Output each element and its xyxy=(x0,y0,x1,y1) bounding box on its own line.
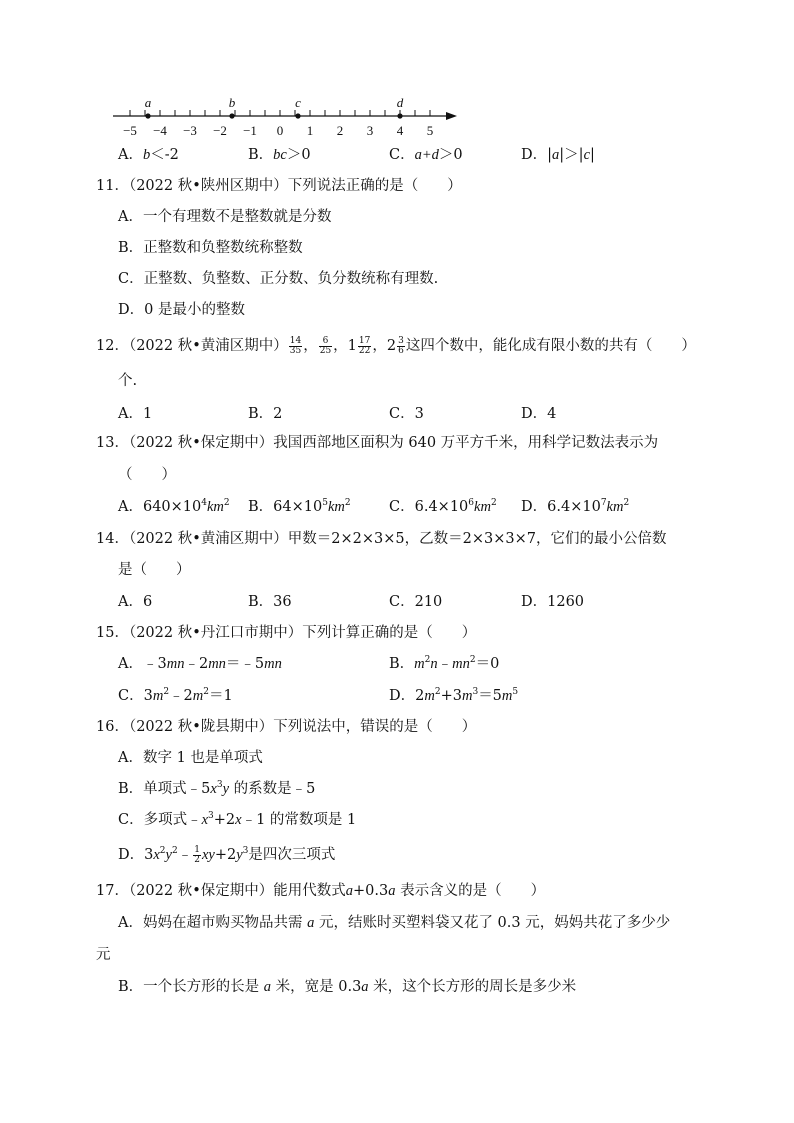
q10-option-a[interactable]: A．b＜-2 xyxy=(118,147,179,163)
q17-option-a[interactable]: A．妈妈在超市购买物品共需 a 元，结账时买塑料袋又花了 0.3 元，妈妈共花了多少少 xyxy=(118,915,671,931)
tick-label: 3 xyxy=(366,123,374,138)
q13-option-d[interactable]: D．$6.4\times 10^7km^2$ xyxy=(521,498,630,515)
q14-option-a[interactable]: A．6 xyxy=(118,594,153,610)
q17-option-b[interactable]: B．一个长方形的长是 a 米，宽是 0.3a 米，这个长方形的周长是多少米 xyxy=(118,979,577,995)
point-label-d: d xyxy=(396,95,404,110)
q14-stem: 14．（2022 秋•黄浦区期中）甲数＝2×2×3×5，乙数＝2×3×3×7，它们的最小公倍数 xyxy=(96,531,667,547)
q12-option-a[interactable]: A．1 xyxy=(118,406,153,422)
point-a xyxy=(145,113,150,118)
tick-label: −2 xyxy=(213,123,227,138)
tick-label: −1 xyxy=(243,123,257,138)
fraction: $\frac{17}{22}$ xyxy=(358,335,371,356)
q17-stem: 17．（2022 秋•保定期中）能用代数式a+0.3a 表示含义的是（ ） xyxy=(96,883,546,899)
tick-label: 1 xyxy=(306,123,314,138)
q16-option-c[interactable]: C．多项式$﹣x^3+2x﹣1$ 的常数项是 1 xyxy=(118,811,357,828)
q17-option-a-cont: 元 xyxy=(96,947,111,963)
tick-label: 4 xyxy=(396,123,404,138)
axis-arrow xyxy=(446,112,457,120)
q11-option-b[interactable]: B．正整数和负整数统称整数 xyxy=(118,240,303,256)
q14-option-b[interactable]: B．36 xyxy=(248,594,292,610)
q10-option-d[interactable]: D．|a|＞|c| xyxy=(521,147,595,163)
tick-label: −5 xyxy=(123,123,137,138)
q15-option-d[interactable]: D．$2m^2+3m^3=5m^5$ xyxy=(389,687,519,704)
tick-label: −3 xyxy=(183,123,197,138)
q14-option-c[interactable]: C．210 xyxy=(389,594,443,610)
q11-option-d[interactable]: D．0 是最小的整数 xyxy=(118,302,245,318)
q11-option-c[interactable]: C．正整数、负整数、正分数、负分数统称有理数. xyxy=(118,271,439,287)
q16-option-a[interactable]: A．数字 1 也是单项式 xyxy=(118,750,263,766)
tick-label: 5 xyxy=(426,123,434,138)
q13-option-a[interactable]: A．$640\times 10^4km^2$ xyxy=(118,498,230,515)
fraction: $\frac{3}{6}$ xyxy=(398,335,404,356)
point-b xyxy=(229,113,234,118)
q16-option-b[interactable]: B．单项式$﹣5x^3y$ 的系数是﹣5 xyxy=(118,780,316,797)
point-label-a: a xyxy=(144,95,152,110)
q11-stem: 11．（2022 秋•陕州区期中）下列说法正确的是（ ） xyxy=(96,178,462,194)
tick-label: −4 xyxy=(153,123,167,138)
q16-stem: 16．（2022 秋•陇县期中）下列说法中，错误的是（ ） xyxy=(96,719,477,735)
q10-option-c[interactable]: C．a+d＞0 xyxy=(389,147,463,163)
point-label-b: b xyxy=(228,95,236,110)
point-c xyxy=(295,113,300,118)
q13-stem-cont: （ ） xyxy=(118,467,176,483)
q11-option-a[interactable]: A．一个有理数不是整数就是分数 xyxy=(118,209,332,225)
q14-option-d[interactable]: D．1260 xyxy=(521,594,585,610)
fraction: $\frac{14}{35}$ xyxy=(289,335,302,356)
point-label-c: c xyxy=(295,95,301,110)
q15-option-c[interactable]: C．$3m^2﹣2m^2=1$ xyxy=(118,687,233,704)
q12-stem-cont: 个. xyxy=(118,373,138,389)
q15-option-b[interactable]: B．$m^2n﹣mn^2=0$ xyxy=(389,655,500,672)
tick-label: 2 xyxy=(336,123,344,138)
q13-option-c[interactable]: C．$6.4\times 10^6km^2$ xyxy=(389,498,497,515)
q12-stem: 12．（2022 秋•黄浦区期中） $\frac{14}{35}$ ， $\frac{6}{25}$ ，1 $\frac{17}{22}$ ，2 $\frac{3}{6}$ 这四个数中，能化成有限小数的共有（ ） xyxy=(96,335,696,356)
q12-option-d[interactable]: D．4 xyxy=(521,406,557,422)
number-line xyxy=(105,92,465,140)
fraction: $\frac{6}{25}$ xyxy=(319,335,332,356)
point-d xyxy=(397,113,402,118)
q14-stem-cont: 是（ ） xyxy=(118,562,191,578)
q12-option-b[interactable]: B．2 xyxy=(248,406,283,422)
q13-option-b[interactable]: B．$64\times 10^5km^2$ xyxy=(248,498,351,515)
q15-option-a[interactable]: A．﹣3mn﹣2mn＝﹣5mn xyxy=(118,656,282,672)
q15-stem: 15．（2022 秋•丹江口市期中）下列计算正确的是（ ） xyxy=(96,625,477,641)
q13-stem: 13．（2022 秋•保定期中）我国西部地区面积为 640 万平方千米，用科学记数法表示为 xyxy=(96,435,659,451)
q16-option-d[interactable]: D．$3x^2y^2﹣$ $\frac{1}{2}$ $xy+2y^3$是四次三项式 xyxy=(118,844,336,865)
q10-option-b[interactable]: B．bc＞0 xyxy=(248,147,311,163)
tick-label: 0 xyxy=(276,123,284,138)
q12-option-c[interactable]: C．3 xyxy=(389,406,424,422)
